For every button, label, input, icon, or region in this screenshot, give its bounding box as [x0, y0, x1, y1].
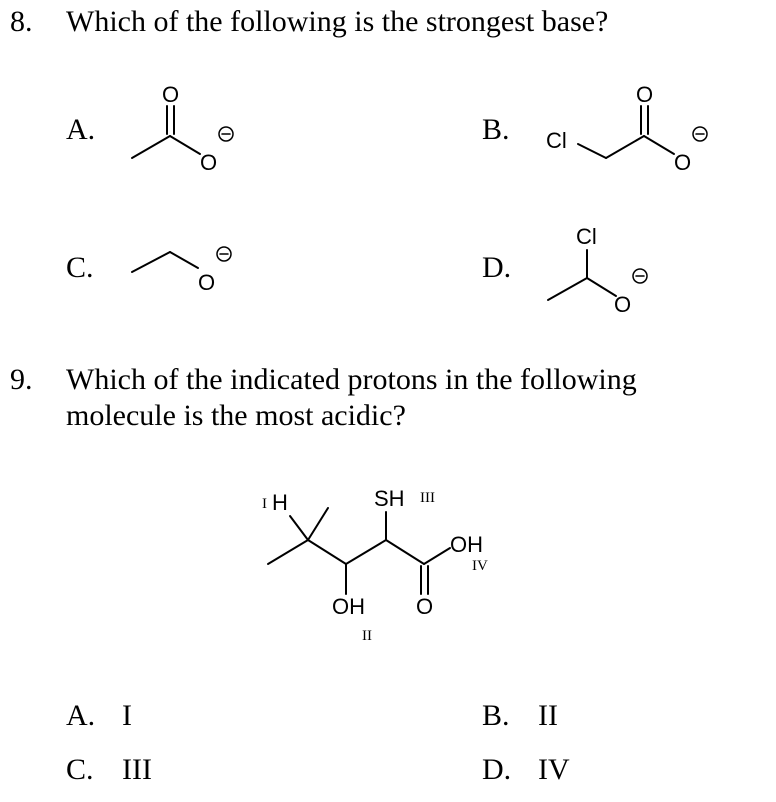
question-8-text: Which of the following is the strongest base? [66, 5, 609, 38]
hydrogen-atom: H [272, 490, 288, 515]
answer-a-letter[interactable]: A. [66, 699, 96, 732]
option-c-structure-ethoxide [120, 238, 250, 298]
hydroxyl-group: OH [332, 594, 365, 619]
bond [578, 144, 606, 158]
answer-a-value[interactable]: I [122, 699, 132, 732]
answer-b-value[interactable]: II [538, 699, 558, 732]
question-8-number: 8. [10, 5, 33, 38]
bond [644, 136, 674, 154]
bond [132, 252, 170, 272]
bond [548, 278, 587, 300]
oxygen-atom: O [162, 82, 180, 107]
proton-label-i: I [262, 496, 267, 512]
oxygen-atom: O [200, 150, 218, 175]
option-a-structure-acetate [120, 78, 250, 178]
option-b-structure-chloro-carboxylate [540, 78, 720, 178]
question-9-text-line-1: Which of the indicated protons in the following [66, 363, 637, 396]
bond [308, 508, 328, 540]
proton-label-iii: III [420, 490, 435, 506]
option-a-label[interactable]: A. [66, 113, 96, 146]
chlorine-atom: Cl [576, 224, 597, 249]
oxygen-atom: O [636, 82, 654, 107]
carboxyl-hydroxyl: OH [450, 532, 483, 557]
oxygen-atom: O [198, 270, 216, 295]
oxygen-atom: O [674, 150, 692, 175]
bond [132, 136, 170, 158]
bond [268, 540, 308, 564]
proton-label-ii: II [362, 628, 372, 644]
option-d-label[interactable]: D. [482, 251, 512, 284]
question-9-molecule [250, 480, 520, 650]
question-9-text-line-2: molecule is the most acidic? [66, 399, 406, 432]
answer-d-value[interactable]: IV [538, 753, 570, 786]
oxygen-atom: O [614, 292, 632, 317]
proton-label-iv: IV [472, 558, 488, 574]
bond [587, 278, 616, 296]
option-d-structure-chloro-alkoxide [540, 220, 670, 320]
bond [308, 540, 346, 564]
answer-c-value[interactable]: III [122, 753, 152, 786]
answer-b-letter[interactable]: B. [482, 699, 510, 732]
bond [290, 516, 308, 540]
option-c-label[interactable]: C. [66, 251, 94, 284]
question-9-number: 9. [10, 363, 33, 396]
option-b-label[interactable]: B. [482, 113, 510, 146]
bond [346, 540, 386, 564]
chlorine-atom: Cl [546, 128, 567, 153]
bond [170, 136, 200, 154]
bond [606, 136, 644, 158]
thiol-group: SH [374, 486, 405, 511]
answer-d-letter[interactable]: D. [482, 753, 512, 786]
bond [386, 540, 424, 564]
bond [170, 252, 198, 268]
answer-c-letter[interactable]: C. [66, 753, 94, 786]
bond [424, 548, 450, 564]
carbonyl-oxygen: O [416, 594, 434, 619]
